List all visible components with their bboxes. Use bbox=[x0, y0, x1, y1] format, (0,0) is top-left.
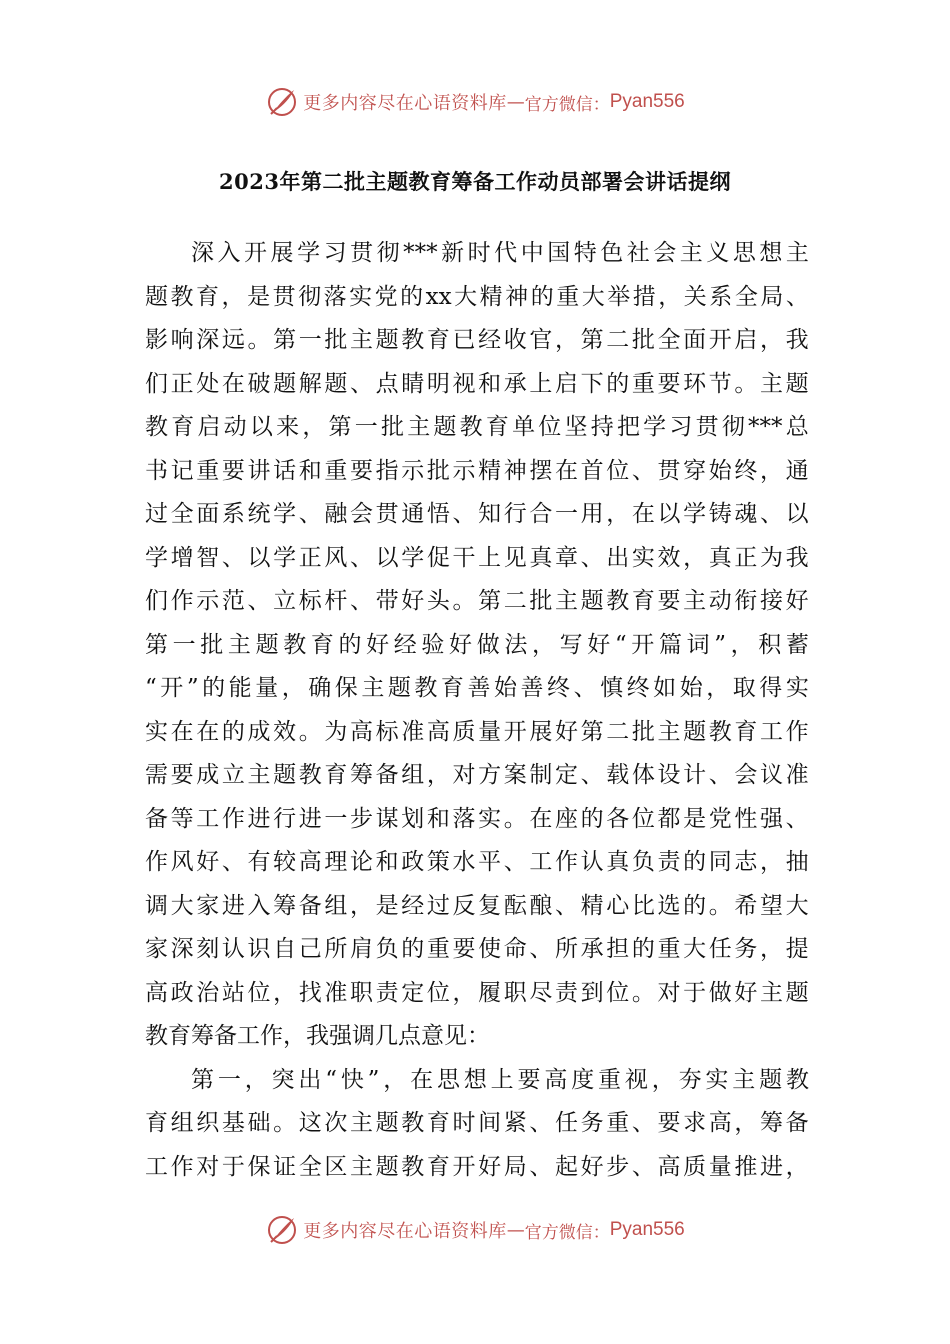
text-line: 影 响 深 远 。 第 一 批 主 题 教 育 已 经 收 官 ， 第 二 批 全 面 开 启 ， 我 bbox=[145, 327, 809, 353]
text-line: 们 作 示 范 、 立 标 杆 、 带 好 头 。 第 二 批 主 题 教 育 要 主 动 衔 接 好 bbox=[145, 588, 809, 614]
text-line: 深 入 开 展 学 习 贯 彻 *** 新 时 代 中 国 特 色 社 会 主 义 思 想 主 bbox=[191, 240, 809, 266]
watermark-contact-label: 官方微信： bbox=[524, 1222, 610, 1243]
text-line: 学 增 智 、 以 学 正 风 、 以 学 促 干 上 见 真 章 、 出 实 效 ， 真 正 为 我 bbox=[145, 544, 809, 571]
watermark-footer bbox=[0, 1210, 950, 1250]
text-line: 作 风 好 、 有 较 高 理 论 和 政 策 水 平 、 工 作 认 真 负 责 的 同 志 ， 抽 bbox=[145, 849, 809, 875]
text-line: 教 育 启 动 以 来 ， 第 一 批 主 题 教 育 单 位 坚 持 把 学 习 贯 彻 *** 总 bbox=[145, 414, 809, 440]
text-line: “ 开 ” 的 能 量 ， 确 保 主 题 教 育 善 始 善 终 、 慎 终 如 始 ， 取 得 实 bbox=[145, 675, 809, 701]
text-line: 第 一 批 主 题 教 育 的 好 经 验 好 做 法 ， 写 好 “ 开 篇 词 ” ， 积 蓄 bbox=[145, 631, 809, 658]
text-line: 过 全 面 系 统 学 、 融 会 贯 通 悟 、 知 行 合 一 用 ， 在 以 学 铸 魂 、 以 bbox=[145, 501, 809, 527]
watermark-contact-id: Pyan556 bbox=[609, 91, 685, 112]
watermark-separator: — bbox=[506, 91, 525, 113]
text-line: 书 记 重 要 讲 话 和 重 要 指 示 批 示 精 神 摆 在 首 位 、 贯 穿 始 终 ， 通 bbox=[145, 457, 809, 484]
watermark-separator: — bbox=[506, 1219, 525, 1241]
watermark-main-text: 更多内容尽在心语资料库 bbox=[303, 93, 507, 114]
paragraph-1 bbox=[145, 232, 809, 1059]
feather-pen-logo-icon bbox=[265, 85, 299, 119]
paragraph-2 bbox=[145, 1059, 809, 1190]
text-line: 题 教 育 ， 是 贯 彻 落 实 党 的 xx 大 精 神 的 重 大 举 措 ， 关 系 全 局 、 bbox=[145, 283, 809, 310]
text-line: 家 深 刻 认 识 自 己 所 肩 负 的 重 要 使 命 、 所 承 担 的 重 大 任 务 ， 提 bbox=[145, 936, 809, 962]
document-body bbox=[145, 232, 809, 1189]
watermark-contact-label: 官方微信： bbox=[524, 94, 610, 115]
text-line: 实 在 在 的 成 效 。 为 高 标 准 高 质 量 开 展 好 第 二 批 主 题 教 育 工 作 bbox=[145, 718, 809, 745]
feather-pen-logo-icon bbox=[265, 1213, 299, 1247]
text-line: 教育筹备工作，我强调几点意见： bbox=[145, 1023, 490, 1049]
watermark-main-text: 更多内容尽在心语资料库 bbox=[303, 1221, 507, 1242]
watermark-header bbox=[0, 82, 950, 122]
text-line: 工 作 对 于 保 证 全 区 主 题 教 育 开 好 局 、 起 好 步 、 高 质 量 推 进 ， bbox=[145, 1153, 809, 1180]
text-line: 调 大 家 进 入 筹 备 组 ， 是 经 过 反 复 酝 酿 、 精 心 比 选 的 。 希 望 大 bbox=[145, 892, 809, 919]
text-line: 育 组 织 基 础 。 这 次 主 题 教 育 时 间 紧 、 任 务 重 、 要 求 高 ， 筹 备 bbox=[145, 1110, 809, 1136]
text-line: 第 一 ， 突 出 “ 快 ” ， 在 思 想 上 要 高 度 重 视 ， 夯 实 主 题 教 bbox=[191, 1066, 809, 1093]
watermark-contact-id: Pyan556 bbox=[609, 1219, 685, 1240]
document-title: 2023年第二批主题教育筹备工作动员部署会讲话提纲 bbox=[219, 169, 731, 194]
text-line: 高 政 治 站 位 ， 找 准 职 责 定 位 ， 履 职 尽 责 到 位 。 对 于 做 好 主 题 bbox=[145, 979, 809, 1006]
text-line: 们 正 处 在 破 题 解 题 、 点 睛 明 视 和 承 上 启 下 的 重 要 环 节 。 主 题 bbox=[145, 370, 809, 397]
text-line: 需 要 成 立 主 题 教 育 筹 备 组 ， 对 方 案 制 定 、 载 体 设 计 、 会 议 准 bbox=[145, 762, 809, 788]
text-line: 备 等 工 作 进 行 进 一 步 谋 划 和 落 实 。 在 座 的 各 位 都 是 党 性 强 、 bbox=[145, 805, 809, 832]
